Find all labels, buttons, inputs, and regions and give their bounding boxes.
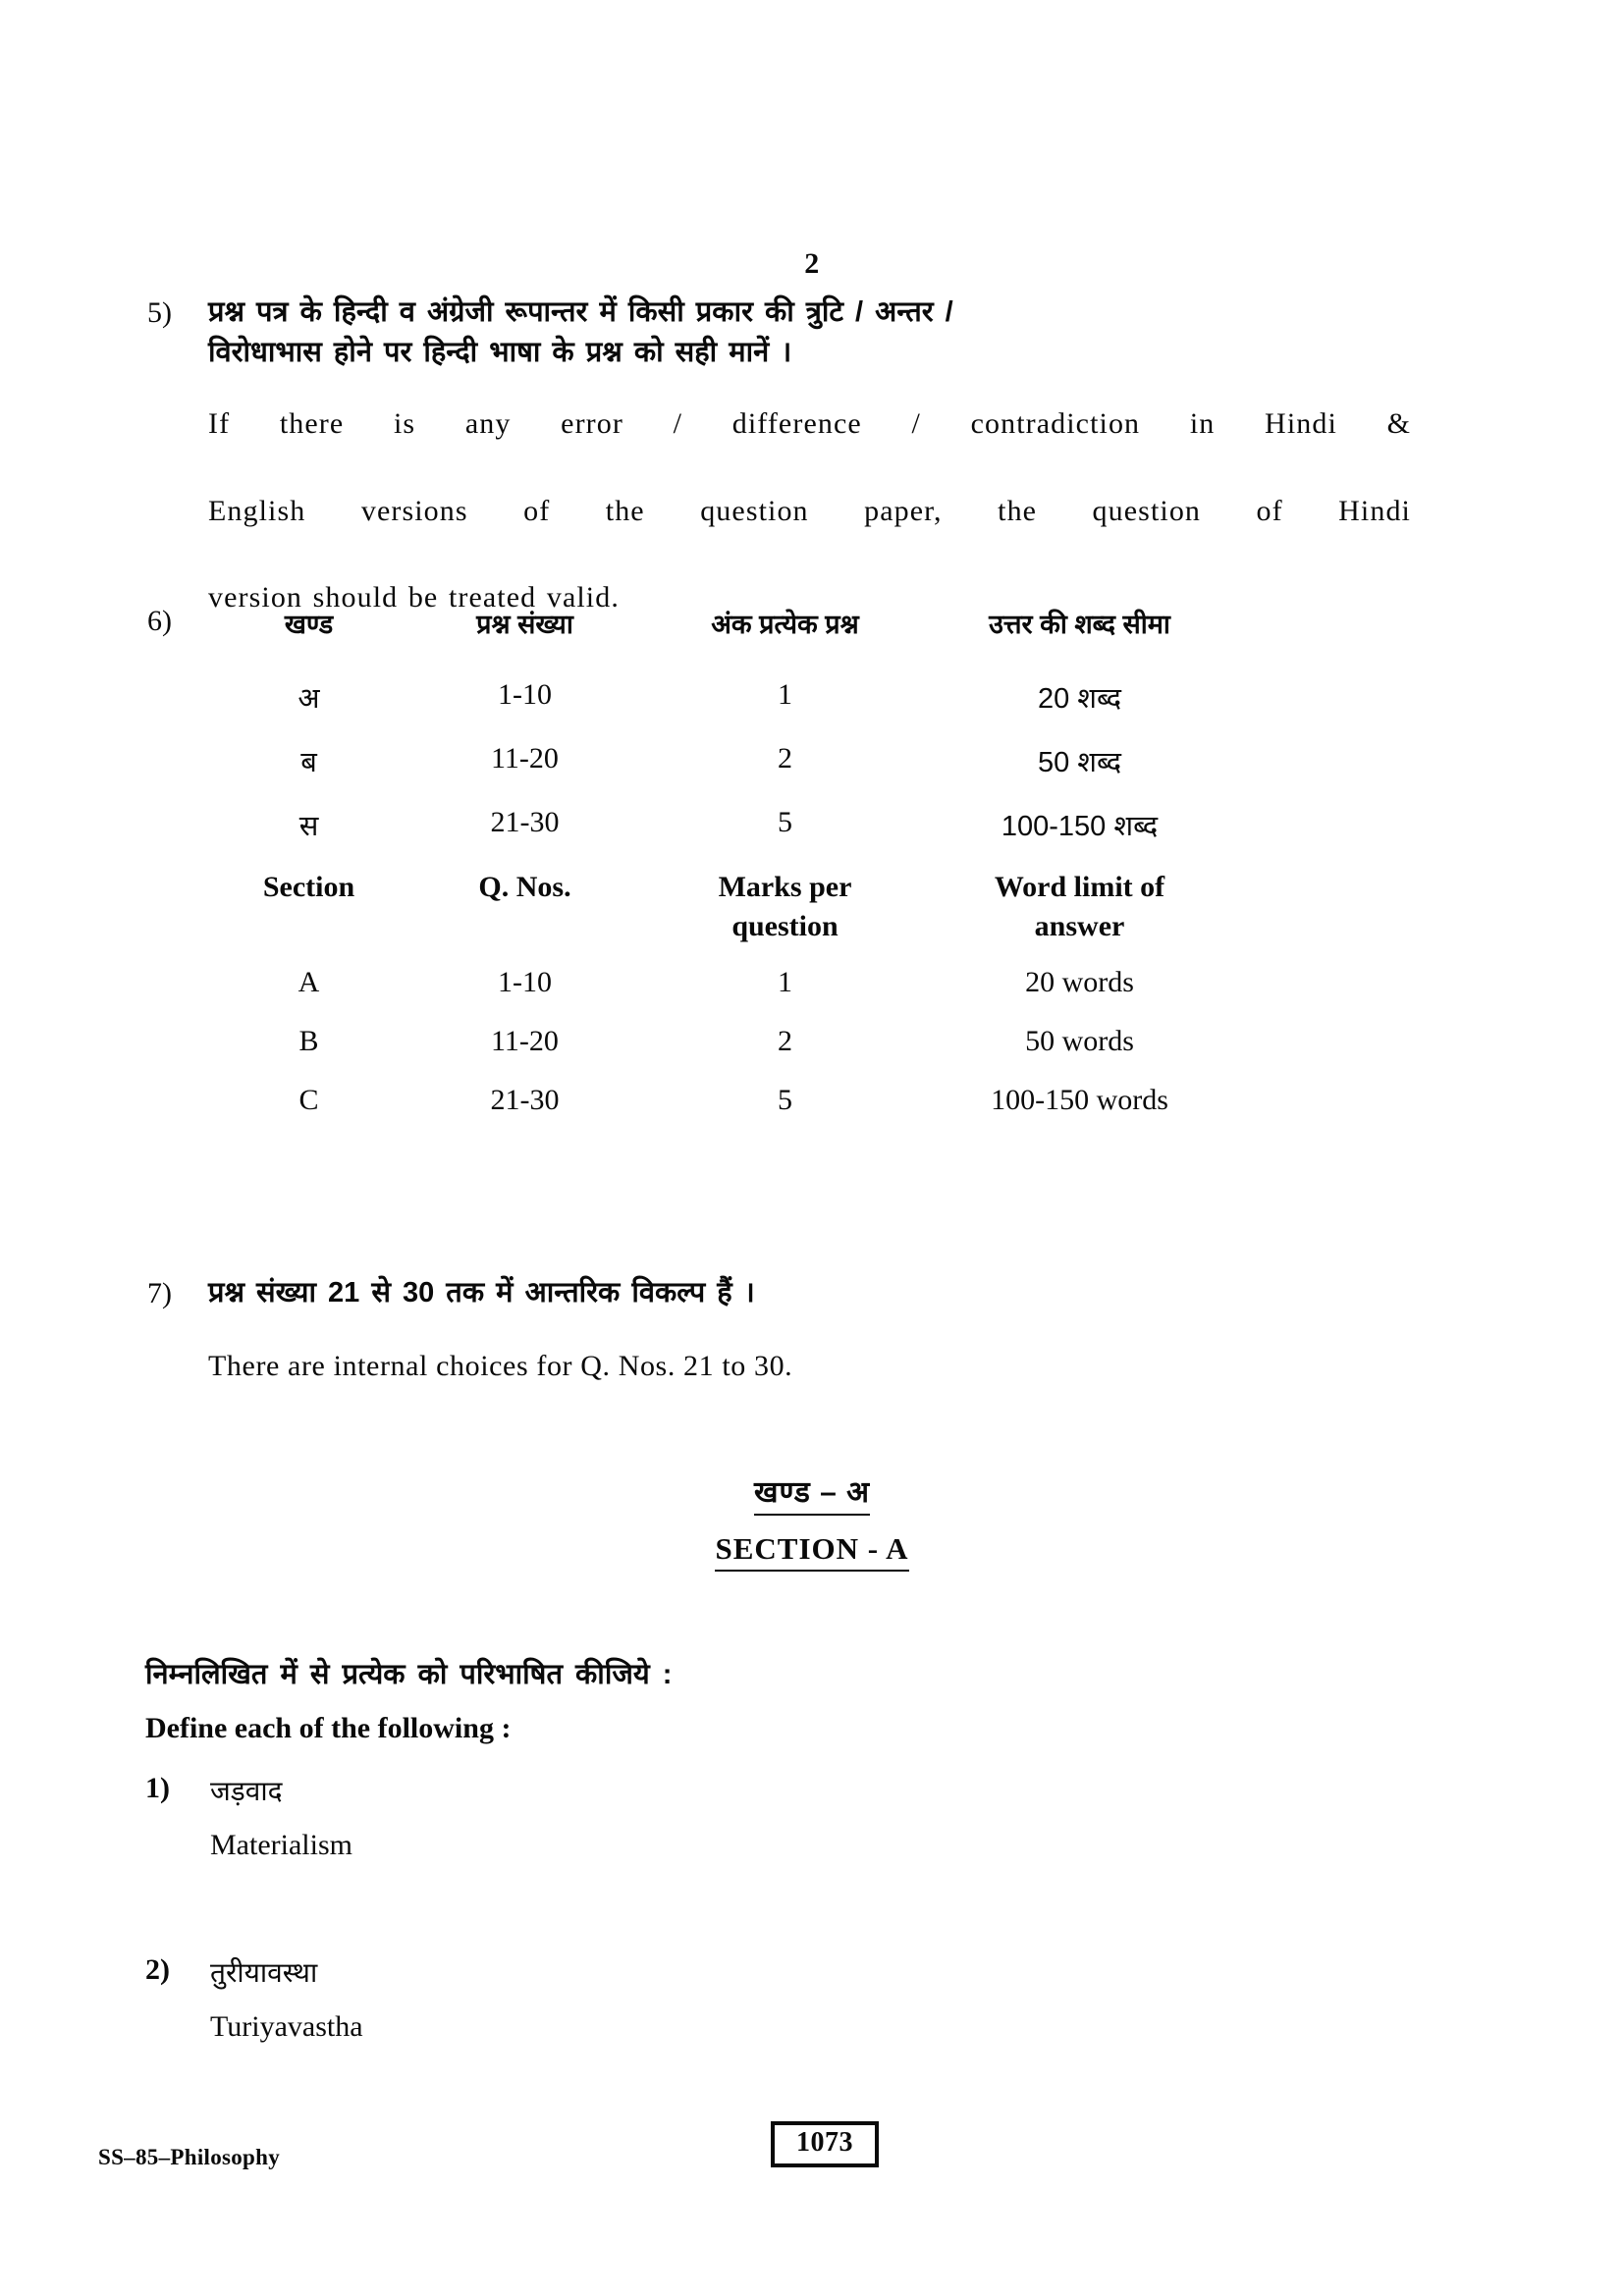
cell-qnos: 1-10 [498,678,552,711]
question-2-number: 2) [145,1953,170,1986]
cell-wordlimit: 20 शब्द [1037,683,1122,715]
instruction-5-hindi-line-1: प्रश्न पत्र के हिन्दी व अंग्रेजी रूपान्तर में किसी प्रकार की त्रुटि / अन्तर / [208,296,953,328]
footer-paper-number-box: 1073 [771,2121,879,2167]
english-header-section: Section [262,871,355,903]
cell-section: A [298,965,320,998]
cell-qnos: 11-20 [491,1024,559,1057]
cell-wordlimit: 50 words [1025,1024,1134,1057]
english-header-marks-line-2: question [731,909,839,942]
cell-marks: 2 [778,1024,792,1057]
english-header-wordlimit-line-2: answer [1034,909,1125,942]
cell-qnos: 11-20 [491,742,559,774]
question-2-hindi: तुरीयावस्था [210,1957,318,1988]
cell-section: B [298,1024,319,1057]
instruction-5-body [208,293,1414,619]
cell-qnos: 21-30 [490,806,560,838]
section-heading-english [0,1531,1624,1572]
question-1-body [210,1772,352,1862]
english-header-marks [640,868,930,946]
table-row [147,966,1424,999]
english-header-wordlimit-line-1: Word limit of [994,871,1165,903]
instruction-7-marker: 7) [147,1277,172,1309]
cell-section: स [298,811,319,842]
english-header-qnos: Q. Nos. [478,871,571,903]
question-2-body [210,1953,363,2044]
instruction-item-5 [147,293,1414,619]
table-row [147,806,1424,844]
question-2-english: Turiyavastha [210,2010,363,2043]
cell-wordlimit: 20 words [1025,965,1134,998]
section-heading-hindi-text: खण्ड – अ [754,1470,870,1516]
table-row [147,1025,1424,1058]
hindi-header-qnos: प्रश्न संख्या [476,610,573,639]
instruction-item-7 [147,1273,1414,1388]
section-heading-english-text: SECTION - A [715,1531,908,1572]
cell-marks: 1 [778,678,792,711]
instruction-5-english-line-1: If there is any error / difference / contradiction in Hindi & [208,407,1411,441]
cell-marks: 5 [778,806,792,838]
questions-prompt-english: Define each of the following : [145,1712,512,1744]
instruction-7-english-line-1: There are internal choices for Q. Nos. 21 to 30. [208,1350,793,1383]
table-row [147,1084,1424,1117]
instruction-5-english-line-2: English versions of the question paper, the question of Hindi [208,494,1411,527]
cell-wordlimit: 50 शब्द [1037,747,1122,778]
instruction-5-english [208,402,1411,618]
question-item-2 [145,1953,363,2044]
section-heading-hindi [0,1470,1624,1516]
hindi-header-marks: अंक प्रत्येक प्रश्न [711,610,859,639]
cell-section: C [298,1083,319,1116]
question-item-1 [145,1772,352,1862]
instruction-7-hindi-line-1: प्रश्न संख्या 21 से 30 तक में आन्तरिक विकल्प हैं । [208,1277,755,1308]
hindi-header-wordlimit: उत्तर की शब्द सीमा [989,610,1170,639]
cell-qnos: 21-30 [490,1083,560,1116]
hindi-header-section: खण्ड [284,610,334,639]
cell-wordlimit: 100-150 शब्द [1001,811,1159,842]
instruction-5-hindi-line-2: विरोधाभास होने पर हिन्दी भाषा के प्रश्न को सही मानें । [208,337,792,369]
cell-marks: 2 [778,742,792,774]
english-header-wordlimit [930,868,1229,946]
instruction-7-body [208,1273,1414,1388]
question-1-number: 1) [145,1772,170,1804]
question-1-hindi: जड़वाद [210,1776,283,1806]
table-row-hindi-header [147,605,1424,641]
instruction-7-hindi [208,1273,1414,1313]
english-header-marks-line-1: Marks per [718,871,852,903]
instruction-5-hindi [208,293,1414,373]
page-number: 2 [804,247,820,280]
questions-prompt-hindi: निम्नलिखित में से प्रत्येक को परिभाषित कीजिये : [145,1659,673,1690]
table-row [147,678,1424,717]
marks-distribution-table [147,605,1424,1117]
cell-wordlimit: 100-150 words [991,1083,1168,1116]
cell-section: अ [298,683,320,715]
cell-qnos: 1-10 [498,965,552,998]
question-1-english: Materialism [210,1829,352,1861]
table-row-english-header [147,868,1424,946]
instruction-7-english [208,1345,1414,1388]
instruction-5-english-line-3: version should be treated valid. [208,580,620,614]
cell-section: ब [300,747,317,778]
cell-marks: 1 [778,965,792,998]
instruction-5-marker: 5) [147,296,172,329]
footer-paper-code: SS–85–Philosophy [98,2145,281,2169]
table-row [147,742,1424,780]
cell-marks: 5 [778,1083,792,1116]
instruction-6-marker: 6) [147,605,172,637]
